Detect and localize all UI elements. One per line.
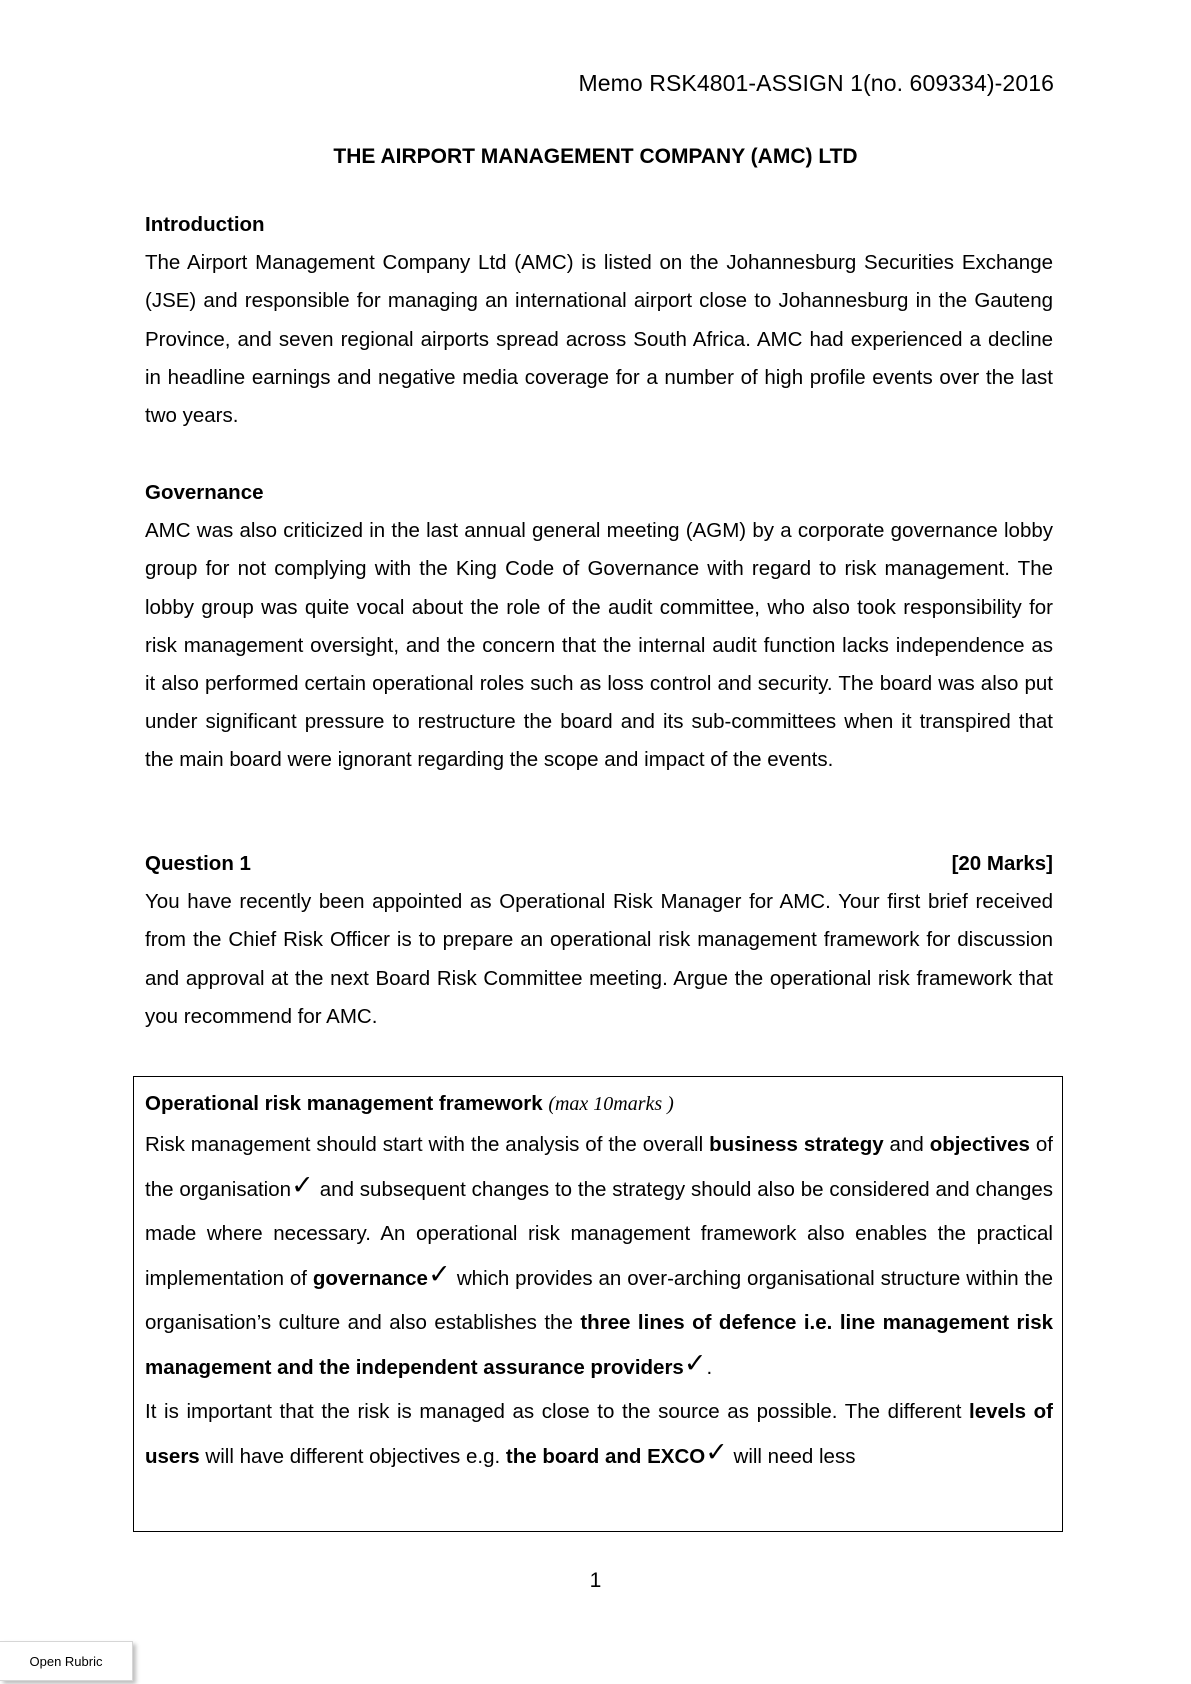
answer-text: will have different objectives e.g. <box>199 1444 506 1468</box>
governance-section <box>145 474 1053 780</box>
answer-text: will need less <box>727 1444 856 1468</box>
checkmark-icon: ✓ <box>705 1436 728 1468</box>
answer-text: and subsequent changes to the strategy should also be considered and changes made where necessary. An operational risk management framework also enables the practical implementation of <box>145 1177 1054 1290</box>
question-section <box>145 845 1053 1036</box>
answer-paragraph-2 <box>145 1390 1053 1479</box>
introduction-heading: Introduction <box>145 213 265 236</box>
governance-heading: Governance <box>145 481 264 504</box>
memo-answer-content <box>145 1085 1053 1479</box>
question-header <box>145 845 1053 883</box>
answer-text: . <box>706 1355 713 1379</box>
introduction-paragraph: The Airport Management Company Ltd (AMC) is listed on the Johannesburg Securities Exchange (JSE) and responsible for managing an international airport close to Johannesburg in the Gauteng Province, and seven regional airports spread across South Africa. AMC had experienced a decline in headline earnings and negative media coverage for a number of high profile events over the last two years. <box>145 251 1053 428</box>
answer-emphasis: the board and EXCO <box>505 1444 706 1468</box>
memo-answer-box <box>133 1076 1063 1532</box>
answer-emphasis: business strategy <box>709 1133 884 1157</box>
checkmark-icon: ✓ <box>683 1347 707 1379</box>
answer-paragraph-1 <box>145 1123 1053 1390</box>
answer-text: of the organisation <box>145 1133 1053 1201</box>
question-label: Question 1 <box>145 852 251 875</box>
answer-emphasis: objectives <box>929 1133 1030 1157</box>
question-paragraph: You have recently been appointed as Operational Risk Manager for AMC. Your first brief received from the Chief Risk Officer is to prepare an operational risk management framework for discussion and approval at the next Board Risk Committee meeting. Argue the operational risk framework that you recommend for AMC. <box>145 890 1053 1028</box>
answer-max-marks: (max 10marks ) <box>548 1093 674 1115</box>
answer-heading-row <box>145 1085 1053 1123</box>
checkmark-icon: ✓ <box>291 1169 314 1201</box>
answer-emphasis: governance <box>312 1266 428 1290</box>
answer-text: and <box>883 1133 930 1157</box>
document-title: THE AIRPORT MANAGEMENT COMPANY (AMC) LTD <box>333 145 858 168</box>
answer-heading: Operational risk management framework <box>145 1092 543 1115</box>
answer-text: which provides an over-arching organisational structure within the organisation’s culture and also establishes the <box>145 1266 1054 1335</box>
memo-reference: Memo RSK4801-ASSIGN 1(no. 609334)-2016 <box>578 70 1054 96</box>
question-marks: [20 Marks] <box>951 852 1053 875</box>
open-rubric-button[interactable]: Open Rubric <box>0 1641 133 1681</box>
introduction-section <box>145 206 1053 435</box>
answer-text: It is important that the risk is managed as close to the source as possible. The different <box>145 1400 970 1424</box>
page-number: 1 <box>589 1569 602 1592</box>
answer-text: Risk management should start with the analysis of the overall <box>145 1133 710 1157</box>
checkmark-icon: ✓ <box>427 1258 451 1290</box>
answer-emphasis: levels of users <box>145 1400 1054 1468</box>
answer-emphasis: three lines of defence i.e. line management risk management and the independent assurance providers <box>145 1311 1053 1379</box>
governance-paragraph: AMC was also criticized in the last annual general meeting (AGM) by a corporate governance lobby group for not complying with the King Code of Governance with regard to risk management. The lobby group was quite vocal about the role of the audit committee, who also took responsibility for risk management oversight, and the concern that the internal audit function lacks independence as it also performed certain operational roles such as loss control and security. The board was also put under significant pressure to restructure the board and its sub-committees when it transpired that the main board were ignorant regarding the scope and impact of the events. <box>145 519 1053 772</box>
